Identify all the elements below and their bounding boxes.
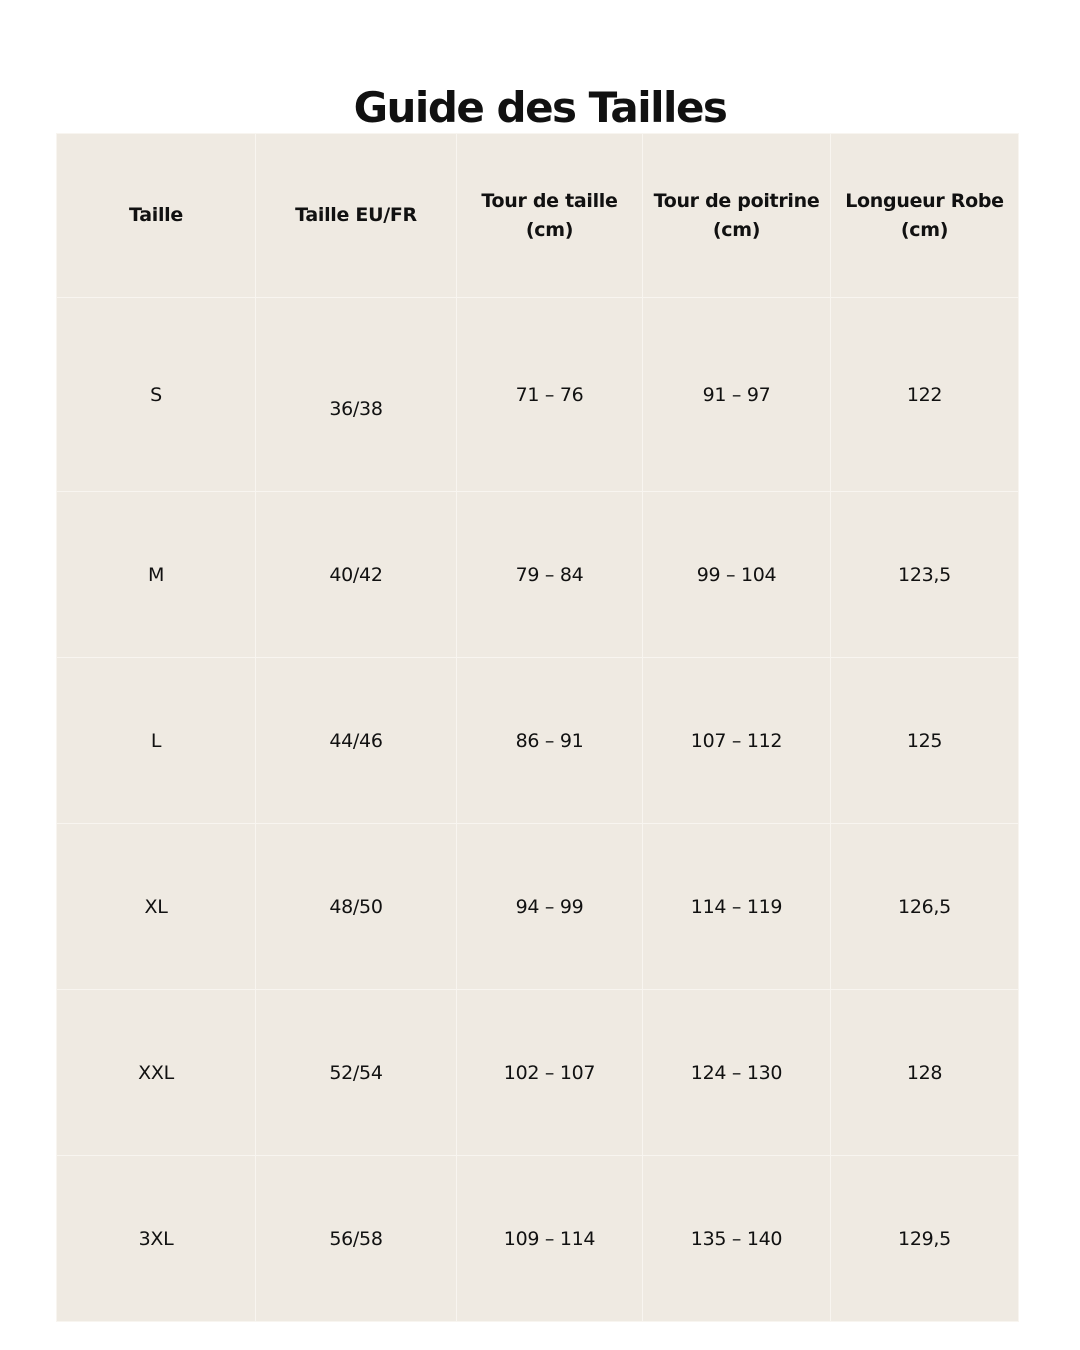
header-dress-length-label: Longueur Robe [845,189,1004,212]
page-title: Guide des Tailles [353,83,727,133]
cell-chest: 114 – 119 [643,824,831,990]
cell-chest: 107 – 112 [643,658,831,824]
cell-dress-length: 125 [831,658,1019,824]
cell-size: S [57,298,256,492]
cell-waist: 71 – 76 [457,298,643,492]
cell-waist: 94 – 99 [457,824,643,990]
header-size-label: Taille [129,204,183,226]
cell-dress-length: 129,5 [831,1156,1019,1322]
cell-size: L [57,658,256,824]
cell-dress-length: 126,5 [831,824,1019,990]
cell-chest: 91 – 97 [643,298,831,492]
table-body [57,298,1019,1322]
cell-size: XL [57,824,256,990]
cell-dress-length: 128 [831,990,1019,1156]
cell-size: XXL [57,990,256,1156]
table-row-m [57,492,1019,658]
cell-eu-fr-size: 56/58 [256,1156,457,1322]
cell-eu-fr-size: 44/46 [256,658,457,824]
header-chest [643,134,831,298]
header-waist-unit: (cm) [525,218,574,241]
header-chest-label: Tour de poitrine [653,189,820,212]
cell-chest: 99 – 104 [643,492,831,658]
table-row-xxl [57,990,1019,1156]
cell-chest: 124 – 130 [643,990,831,1156]
table-row-xl [57,824,1019,990]
header-chest-unit: (cm) [712,218,761,241]
cell-eu-fr-size: 52/54 [256,990,457,1156]
header-waist [457,134,643,298]
table-header [57,134,1019,298]
cell-size: M [57,492,256,658]
cell-waist: 79 – 84 [457,492,643,658]
size-guide-table [56,133,1019,1322]
cell-waist: 86 – 91 [457,658,643,824]
header-dress-length [831,134,1019,298]
cell-chest: 135 – 140 [643,1156,831,1322]
header-eu-fr-size [256,134,457,298]
cell-dress-length: 123,5 [831,492,1019,658]
table-row-s [57,298,1019,492]
header-dress-length-unit: (cm) [900,218,949,241]
header-waist-label: Tour de taille [481,189,618,212]
cell-waist: 109 – 114 [457,1156,643,1322]
header-row [57,134,1019,298]
cell-eu-fr-size: 36/38 [256,298,457,492]
cell-eu-fr-size: 40/42 [256,492,457,658]
header-size [57,134,256,298]
header-eu-fr-size-label: Taille EU/FR [295,204,417,226]
cell-eu-fr-size: 48/50 [256,824,457,990]
cell-waist: 102 – 107 [457,990,643,1156]
table-row-l [57,658,1019,824]
cell-dress-length: 122 [831,298,1019,492]
cell-size: 3XL [57,1156,256,1322]
table-row-3xl [57,1156,1019,1322]
